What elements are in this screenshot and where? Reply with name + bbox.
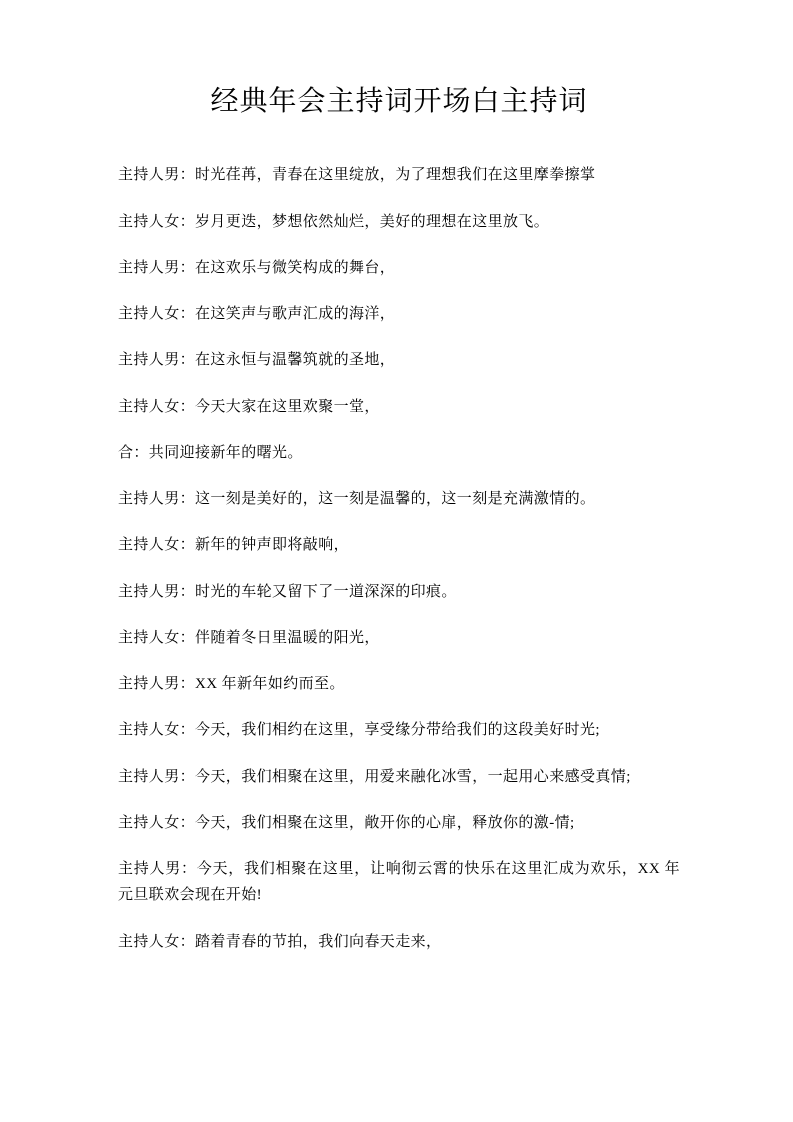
paragraph: 主持人女：伴随着冬日里温暖的阳光， xyxy=(118,629,380,646)
paragraph: 主持人男：在这永恒与温馨筑就的圣地， xyxy=(118,352,396,369)
paragraph: 主持人女：在这笑声与歌声汇成的海洋， xyxy=(118,306,396,323)
page-title: 经典年会主持词开场白主持词 xyxy=(210,86,588,117)
paragraph: 主持人女：今天，我们相聚在这里，敞开你的心扉，释放你的激-情; xyxy=(118,814,575,831)
paragraph: 主持人男：这一刻是美好的，这一刻是温馨的，这一刻是充满激情的。 xyxy=(118,491,596,508)
paragraph: 主持人男：XX 年新年如约而至。 xyxy=(118,676,345,693)
paragraph: 主持人女：踏着青春的节拍，我们向春天走来， xyxy=(118,933,442,950)
paragraph: 主持人男：时光的车轮又留下了一道深深的印痕。 xyxy=(118,583,457,600)
paragraph: 主持人男：今天，我们相聚在这里，让响彻云霄的快乐在这里汇成为欢乐，XX 年元旦联欢会现在开始! xyxy=(118,861,680,904)
paragraph: 主持人男：今天，我们相聚在这里，用爱来融化冰雪，一起用心来感受真情; xyxy=(118,768,631,785)
paragraph: 合：共同迎接新年的曙光。 xyxy=(118,444,303,461)
paragraph: 主持人男：在这欢乐与微笑构成的舞台， xyxy=(118,259,396,276)
paragraph: 主持人女：新年的钟声即将敲响， xyxy=(118,537,350,554)
paragraph: 主持人女：今天，我们相约在这里，享受缘分带给我们的这段美好时光; xyxy=(118,722,600,739)
paragraph: 主持人男：时光荏苒，青春在这里绽放，为了理想我们在这里摩拳擦掌 xyxy=(118,167,596,184)
paragraph: 主持人女：岁月更迭，梦想依然灿烂，美好的理想在这里放飞。 xyxy=(118,213,550,230)
paragraph: 主持人女：今天大家在这里欢聚一堂， xyxy=(118,398,380,415)
document-body xyxy=(118,162,680,955)
